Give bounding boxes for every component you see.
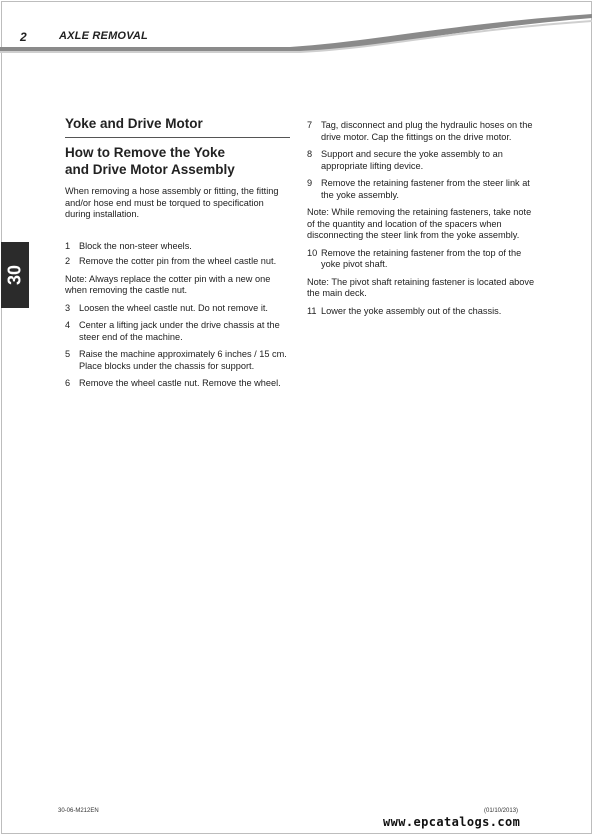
chapter-tab: [1, 242, 29, 308]
list-item: [65, 241, 290, 253]
watermark-url: www.epcatalogs.com: [383, 815, 521, 829]
step-text: Remove the retaining fastener from the top of the yoke pivot shaft.: [321, 247, 522, 269]
step-text: Center a lifting jack under the drive chassis at the steer end of the machine.: [79, 320, 280, 342]
list-item: [65, 256, 290, 268]
step-text: Remove the cotter pin from the wheel castle nut.: [79, 256, 277, 266]
step-text: Raise the machine approximately 6 inches / 15 cm. Place blocks under the chassis for support.: [79, 349, 287, 371]
right-column: [307, 120, 535, 317]
page-number: 2: [20, 30, 27, 44]
step-number: 5: [65, 349, 71, 359]
chapter-tab-label: 30: [4, 264, 25, 286]
step-list-d: [307, 248, 535, 271]
left-column: [65, 116, 290, 390]
step-text: Block the non-steer wheels.: [79, 240, 192, 251]
procedure-heading: [65, 144, 290, 178]
note-cotter-pin: Note: Always replace the cotter pin with a new one when removing the castle nut.: [65, 273, 271, 295]
list-item: [65, 303, 290, 315]
document-date: (01/10/2013): [484, 808, 519, 814]
step-list-b: [65, 303, 290, 390]
step-number: 3: [65, 302, 71, 313]
step-text: Tag, disconnect and plug the hydraulic hoses on the drive motor. Cap the fittings on the drive motor.: [321, 120, 533, 142]
step-number: 11: [307, 305, 317, 316]
list-item: [307, 178, 535, 201]
procedure-heading-line1: How to Remove the Yoke: [65, 145, 226, 160]
list-item: [65, 320, 290, 343]
step-number: 7: [307, 120, 313, 130]
document-code: 30-06-M212EN: [58, 808, 99, 814]
list-item: [307, 149, 535, 172]
step-number: 10: [307, 247, 318, 258]
topic-heading: Yoke and Drive Motor: [65, 116, 203, 131]
step-number: 9: [307, 178, 313, 188]
list-item: [65, 349, 290, 372]
step-number: 1: [65, 240, 71, 251]
note-spacers: Note: While removing the retaining fasteners, take note of the quantity and location of the spacers when disconnecting the steer link from the yoke assembly.: [307, 207, 532, 240]
procedure-heading-line2: and Drive Motor Assembly: [65, 162, 235, 177]
list-item: [307, 248, 535, 271]
heading-rule: [65, 137, 290, 138]
step-text: Lower the yoke assembly out of the chassis.: [321, 305, 502, 316]
list-item: [307, 306, 535, 318]
note-pivot-shaft: Note: The pivot shaft retaining fastener is located above the main deck.: [307, 276, 535, 298]
step-number: 4: [65, 320, 71, 330]
list-item: [307, 120, 535, 143]
step-number: 6: [65, 378, 71, 388]
step-text: Loosen the wheel castle nut. Do not remove it.: [79, 302, 268, 313]
section-title: AXLE REMOVAL: [59, 30, 148, 42]
step-list-e: [307, 306, 535, 318]
step-text: Remove the wheel castle nut. Remove the wheel.: [79, 378, 281, 388]
list-item: [65, 378, 290, 390]
step-number: 8: [307, 149, 313, 159]
intro-paragraph: When removing a hose assembly or fitting, the fitting and/or hose end must be torqued to specification during installation.: [65, 186, 279, 219]
step-list-a: [65, 241, 290, 268]
step-text: Support and secure the yoke assembly to an appropriate lifting device.: [321, 149, 503, 171]
step-number: 2: [65, 256, 71, 266]
step-text: Remove the retaining fastener from the steer link at the yoke assembly.: [321, 178, 530, 200]
step-list-c: [307, 120, 535, 201]
